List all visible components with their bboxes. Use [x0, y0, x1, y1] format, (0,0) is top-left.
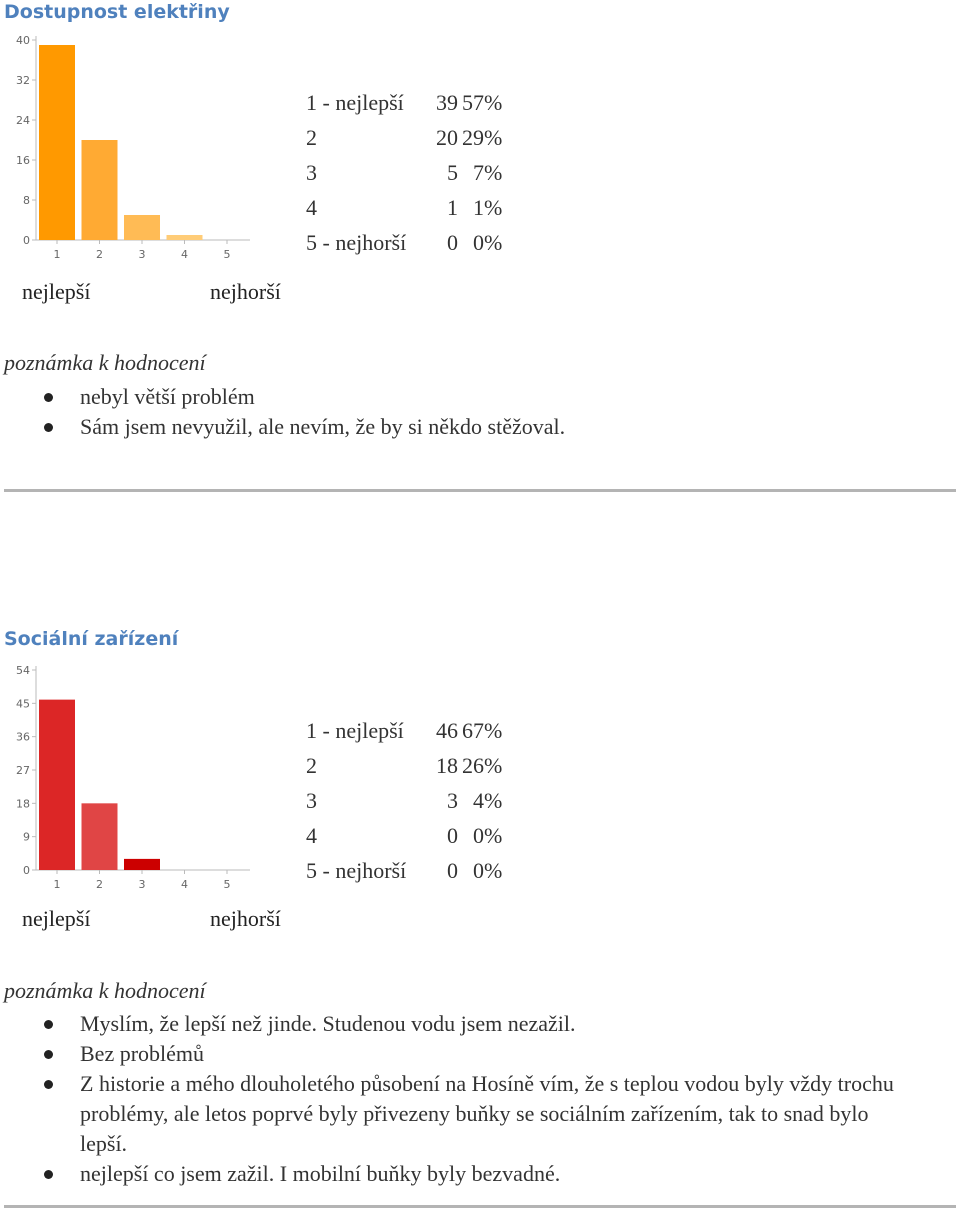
stats-row: [306, 713, 502, 748]
divider: [4, 1205, 956, 1208]
bullet-icon: [44, 1170, 53, 1179]
y-tick-label: 24: [16, 114, 30, 127]
stats-label: 3: [306, 159, 317, 185]
x-tick-label: 3: [138, 878, 146, 891]
y-tick-label: 27: [16, 764, 30, 777]
x-tick-label: 2: [96, 878, 103, 891]
y-tick-label: 16: [16, 154, 30, 167]
scale-label-worst: nejhorší: [210, 906, 281, 931]
y-tick-label: 0: [23, 864, 30, 877]
stats-count: 39: [436, 89, 458, 115]
note-text: nebyl větší problém: [80, 384, 255, 409]
notes-list: [0, 1009, 900, 1189]
stats-count: 46: [436, 717, 458, 743]
stats-row: [306, 225, 502, 260]
list-item: [0, 1039, 900, 1069]
y-tick-label: 40: [16, 34, 30, 47]
stats-label: 5 - nejhorší: [306, 229, 407, 255]
rating-chart-svg: [0, 660, 260, 900]
bar: [167, 235, 203, 240]
bar: [82, 140, 118, 240]
section-title: Dostupnost elektřiny: [4, 1, 230, 23]
stats-count: 0: [447, 229, 458, 255]
rating-chart: [0, 30, 300, 270]
y-tick-label: 8: [23, 194, 30, 207]
stats-row: [306, 853, 502, 888]
bar: [124, 215, 160, 240]
stats-label: 4: [306, 822, 317, 848]
x-tick-label: 5: [223, 248, 231, 261]
stats-label: 4: [306, 194, 317, 220]
stats-percent: 57%: [462, 89, 503, 115]
stats-percent: 26%: [462, 752, 503, 778]
stats-percent: 1%: [473, 194, 503, 220]
stats-count: 0: [447, 857, 458, 883]
stats-label: 1 - nejlepší: [306, 89, 404, 115]
list-item: [0, 382, 900, 412]
note-title: poznámka k hodnocení: [4, 978, 206, 1003]
x-tick-label: 4: [181, 248, 188, 261]
bullet-icon: [44, 423, 53, 432]
y-tick-label: 18: [16, 797, 30, 811]
stats-row: [306, 155, 502, 190]
y-tick-label: 9: [23, 830, 30, 844]
y-tick-label: 0: [23, 234, 30, 247]
stats-count: 3: [447, 787, 458, 813]
rating-stats-table: [306, 85, 502, 260]
bullet-icon: [44, 1080, 53, 1089]
y-tick-label: 36: [16, 730, 30, 744]
stats-count: 18: [436, 752, 458, 778]
stats-count: 20: [436, 124, 458, 150]
stats-row: [306, 783, 502, 818]
list-item: [0, 1009, 900, 1039]
rating-chart-svg: [0, 30, 260, 270]
note-text: Sám jsem nevyužil, ale nevím, že by si někdo stěžoval.: [80, 414, 566, 439]
note-text: Myslím, že lepší než jinde. Studenou vodu jsem nezažil.: [80, 1011, 576, 1036]
stats-label: 3: [306, 787, 317, 813]
scale-label-best: nejlepší: [22, 279, 91, 304]
stats-count: 1: [447, 194, 458, 220]
note-text: Z historie a mého dlouholetého působení na Hosíně vím, že s teplou vodou byly vždy trochu problémy, ale letos poprvé byly přivezeny buňky se sociálním zařízením, tak to snad bylo lepší.: [80, 1071, 894, 1156]
stats-row: [306, 818, 502, 853]
x-tick-label: 1: [53, 878, 61, 891]
y-tick-label: 45: [16, 697, 30, 711]
stats-count: 5: [447, 159, 458, 185]
note-text: Bez problémů: [80, 1041, 205, 1066]
note-title: poznámka k hodnocení: [4, 350, 206, 375]
stats-percent: 7%: [473, 159, 503, 185]
x-tick-label: 3: [138, 248, 146, 261]
stats-percent: 0%: [473, 857, 503, 883]
list-item: [0, 1159, 900, 1189]
x-tick-label: 1: [53, 248, 61, 261]
bar: [82, 803, 118, 870]
scale-label-best: nejlepší: [22, 906, 91, 931]
bar: [39, 700, 75, 870]
rating-stats-table: [306, 713, 502, 888]
stats-label: 2: [306, 752, 317, 778]
stats-label: 2: [306, 124, 317, 150]
section-title: Sociální zařízení: [4, 628, 179, 650]
stats-count: 0: [447, 822, 458, 848]
bar: [39, 45, 75, 240]
bullet-icon: [44, 1050, 53, 1059]
list-item: [0, 412, 900, 442]
y-tick-label: 32: [16, 74, 30, 87]
stats-row: [306, 748, 502, 783]
bullet-icon: [44, 1020, 53, 1029]
stats-row: [306, 85, 502, 120]
stats-percent: 0%: [473, 229, 503, 255]
y-tick-label: 54: [16, 664, 30, 677]
x-tick-label: 5: [223, 878, 231, 891]
stats-percent: 0%: [473, 822, 503, 848]
stats-row: [306, 190, 502, 225]
x-tick-label: 4: [181, 878, 188, 891]
x-tick-label: 2: [96, 248, 103, 261]
stats-percent: 29%: [462, 124, 503, 150]
notes-list: [0, 382, 900, 442]
bullet-icon: [44, 393, 53, 402]
stats-label: 5 - nejhorší: [306, 857, 407, 883]
scale-label-worst: nejhorší: [210, 279, 281, 304]
stats-percent: 4%: [473, 787, 503, 813]
list-item: [0, 1069, 900, 1159]
stats-label: 1 - nejlepší: [306, 717, 404, 743]
stats-percent: 67%: [462, 717, 503, 743]
stats-row: [306, 120, 502, 155]
note-text: nejlepší co jsem zažil. I mobilní buňky byly bezvadné.: [80, 1161, 561, 1186]
bar: [124, 859, 160, 870]
rating-chart: [0, 660, 300, 900]
divider: [4, 489, 956, 492]
